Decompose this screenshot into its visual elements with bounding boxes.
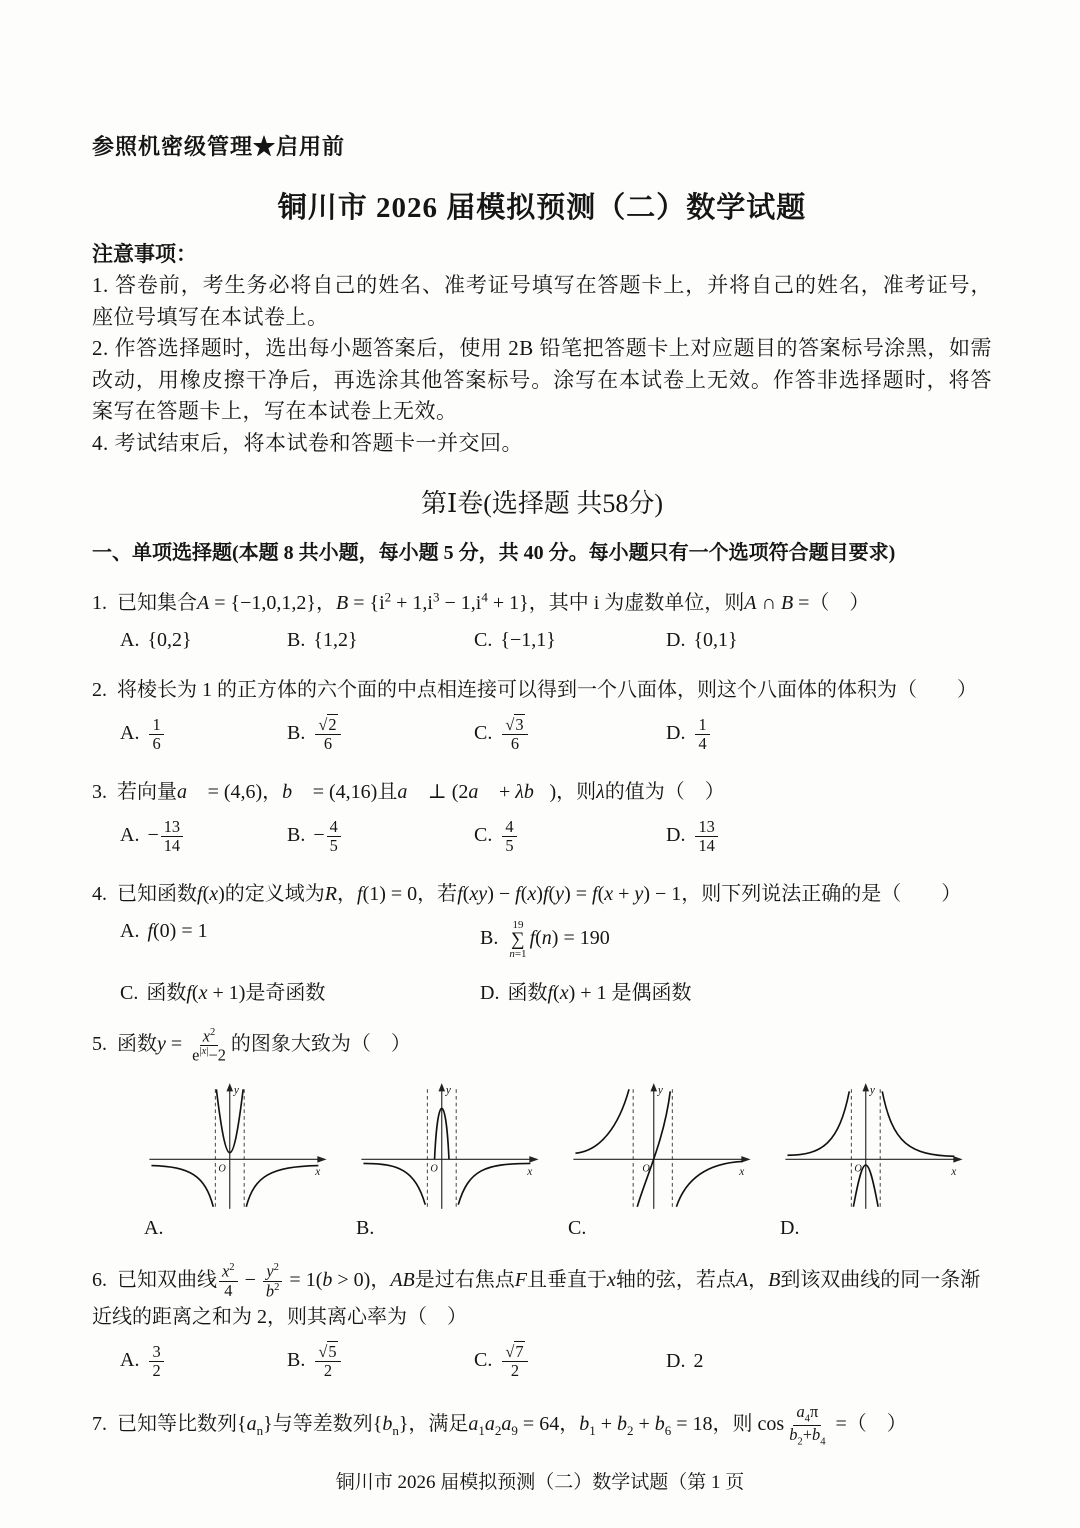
x-axis-label: x bbox=[739, 1166, 745, 1179]
classification-label: 参照机密级管理★启用前 bbox=[92, 134, 346, 159]
curve-left bbox=[363, 1164, 425, 1205]
option-d: D. $\frac{1}{4}$ bbox=[666, 716, 992, 754]
option-d: D. 2 bbox=[666, 1350, 704, 1373]
origin-label: O bbox=[218, 1163, 226, 1175]
question-2 bbox=[92, 674, 992, 754]
option-d: D. {0,1} bbox=[666, 629, 738, 651]
option-b: B. $\frac{√2}{6}$ bbox=[287, 716, 474, 754]
option-a: A. f(0) = 1 bbox=[120, 919, 208, 942]
options-row bbox=[92, 818, 992, 856]
question-stem: 已知等比数列$\{a_n\}$与等差数列$\{b_n\}$，满足$a_1a_2a_9 = 64$，$b_1 + b_2 + b_6 = 18$，则 cos $\frac{a_4\pi}{b_2+b_4}$ =（ ） bbox=[117, 1401, 907, 1448]
question-5 bbox=[92, 1027, 992, 1241]
graph-label-d: D. bbox=[780, 1217, 800, 1240]
question-7 bbox=[92, 1403, 992, 1448]
option-b: B. $\frac{√5}{2}$ bbox=[287, 1343, 474, 1381]
curve-left bbox=[151, 1166, 213, 1207]
option-b: B. − $\frac{4}{5}$ bbox=[287, 818, 474, 856]
question-number: 3. bbox=[92, 780, 107, 803]
question-number: 1. bbox=[92, 592, 107, 614]
question-stem: 已知函数f(x)的定义域为R，f(1) = 0，若f(xy) − f(x)f(y) = f(x + y) − 1，则下列说法正确的是（ ） bbox=[117, 882, 962, 905]
notice-item-2: 2. 作答选择题时，选出每小题答案后，使用 2B 铅笔把答题卡上对应题目的答案标号涂黑，如需改动，用橡皮擦干净后，再选涂其他答案标号。涂写在本试卷上无效。作答非选择题时，将答案写在答题卡上，写在本试卷上无效。 bbox=[92, 336, 992, 423]
origin-label: O bbox=[430, 1163, 438, 1175]
question-number: 7. bbox=[92, 1412, 107, 1435]
notice-item-1: 1. 答卷前，考生务必将自己的姓名、准考证号填写在答题卡上，并将自己的姓名，准考证号，座位号填写在本试卷上。 bbox=[92, 273, 992, 329]
curve-right bbox=[882, 1092, 954, 1157]
x-axis-label: x bbox=[527, 1166, 533, 1179]
question-4 bbox=[92, 878, 992, 1005]
question-stem: 若向量a⃗ = (4,6)，b⃗ = (4,16)且a⃗ ⊥ (2a⃗ + λb⃗)，则λ的值为（ ） bbox=[117, 780, 725, 803]
y-axis-label: y bbox=[657, 1084, 663, 1097]
y-axis-label: y bbox=[445, 1084, 451, 1097]
question-stem: 将棱长为 1 的正方体的六个面的中点相连接可以得到一个八面体，则这个八面体的体积为（ ） bbox=[117, 679, 977, 701]
function-graph-c-plot bbox=[568, 1079, 756, 1215]
question-number: 6. bbox=[92, 1269, 107, 1292]
option-b: B. {1,2} bbox=[287, 629, 358, 651]
question-stem: 函数y = $\frac{x^2}{e^{|x|}-2}$ 的图象大致为（ ） bbox=[117, 1026, 411, 1065]
option-a: A. {0,2} bbox=[120, 629, 192, 651]
function-graph-a-plot bbox=[144, 1079, 332, 1215]
option-a: A. − $\frac{13}{14}$ bbox=[120, 818, 287, 856]
curve-right bbox=[246, 1166, 321, 1207]
options-row bbox=[92, 629, 992, 652]
question-number: 2. bbox=[92, 679, 107, 701]
part-heading: 一、单项选择题(本题 8 共小题，每小题 5 分，共 40 分。每小题只有一个选项符合题目要求) bbox=[92, 542, 896, 564]
options-row bbox=[92, 1343, 992, 1381]
graphs-row bbox=[92, 1079, 992, 1240]
question-1 bbox=[92, 587, 992, 652]
y-axis-label: y bbox=[233, 1084, 239, 1097]
options-grid bbox=[92, 920, 992, 1005]
notice-heading: 注意事项： bbox=[92, 242, 197, 266]
option-c: C. $\frac{√7}{2}$ bbox=[474, 1343, 666, 1381]
page-title: 铜川市 2026 届模拟预测（二）数学试题 bbox=[277, 192, 807, 224]
question-number: 5. bbox=[92, 1033, 107, 1056]
question-stem: 已知双曲线 $\frac{x^2}{4}$ − $\frac{y^2}{b^2}$ = 1(b > 0)，AB是过右焦点F且垂直于x轴的弦，若点A，B到该双曲线的同一条渐近线的距离之和为 2，则其离心率为（ ） bbox=[92, 1261, 981, 1328]
option-a: A. $\frac{1}{6}$ bbox=[120, 716, 287, 754]
options-row bbox=[92, 716, 992, 754]
option-a: A. $\frac{3}{2}$ bbox=[120, 1343, 287, 1381]
option-c: C. $\frac{√3}{6}$ bbox=[474, 716, 666, 754]
question-6 bbox=[92, 1262, 992, 1380]
x-axis-label: x bbox=[951, 1166, 957, 1179]
graph-option-b bbox=[356, 1079, 544, 1240]
page-footer: 铜川市 2026 届模拟预测（二）数学试题（第 1 页 bbox=[335, 1472, 745, 1493]
graph-option-a bbox=[144, 1079, 332, 1240]
question-3 bbox=[92, 776, 992, 856]
option-d: D. 函数f(x) + 1 是偶函数 bbox=[480, 981, 692, 1004]
origin-label: O bbox=[642, 1163, 650, 1175]
curve-left bbox=[787, 1092, 849, 1156]
question-stem: 已知集合A = {−1,0,1,2}，$B = \{i^2 + 1,i^3 - 1,i^4 + 1\}$，其中 i 为虚数单位，则A ∩ B =（ ） bbox=[117, 589, 870, 614]
graph-label-b: B. bbox=[356, 1217, 375, 1240]
section-title: 第Ⅰ卷(选择题 共58分) bbox=[420, 489, 664, 518]
x-axis-label: x bbox=[315, 1166, 321, 1179]
graph-label-c: C. bbox=[568, 1217, 587, 1240]
option-c: C. 函数f(x + 1)是奇函数 bbox=[120, 981, 326, 1004]
function-graph-d-plot bbox=[780, 1079, 968, 1215]
graph-option-d bbox=[780, 1079, 968, 1240]
function-graph-b-plot bbox=[356, 1079, 544, 1215]
option-d: D. $\frac{13}{14}$ bbox=[666, 818, 992, 856]
option-c: C. {−1,1} bbox=[474, 629, 556, 651]
origin-label: O bbox=[854, 1163, 862, 1175]
graph-label-a: A. bbox=[144, 1217, 164, 1240]
graph-option-c bbox=[568, 1079, 756, 1240]
notice-item-4: 4. 考试结束后，将本试卷和答题卡一并交回。 bbox=[92, 430, 523, 455]
question-number: 4. bbox=[92, 882, 107, 905]
option-c: C. $\frac{4}{5}$ bbox=[474, 818, 666, 856]
y-axis-label: y bbox=[869, 1084, 875, 1097]
curve-right bbox=[458, 1164, 533, 1205]
curve-right bbox=[676, 1162, 745, 1207]
option-b: B. 19 ∑ n=1 f(n) = 190 bbox=[480, 918, 610, 960]
curve-left bbox=[575, 1090, 629, 1154]
